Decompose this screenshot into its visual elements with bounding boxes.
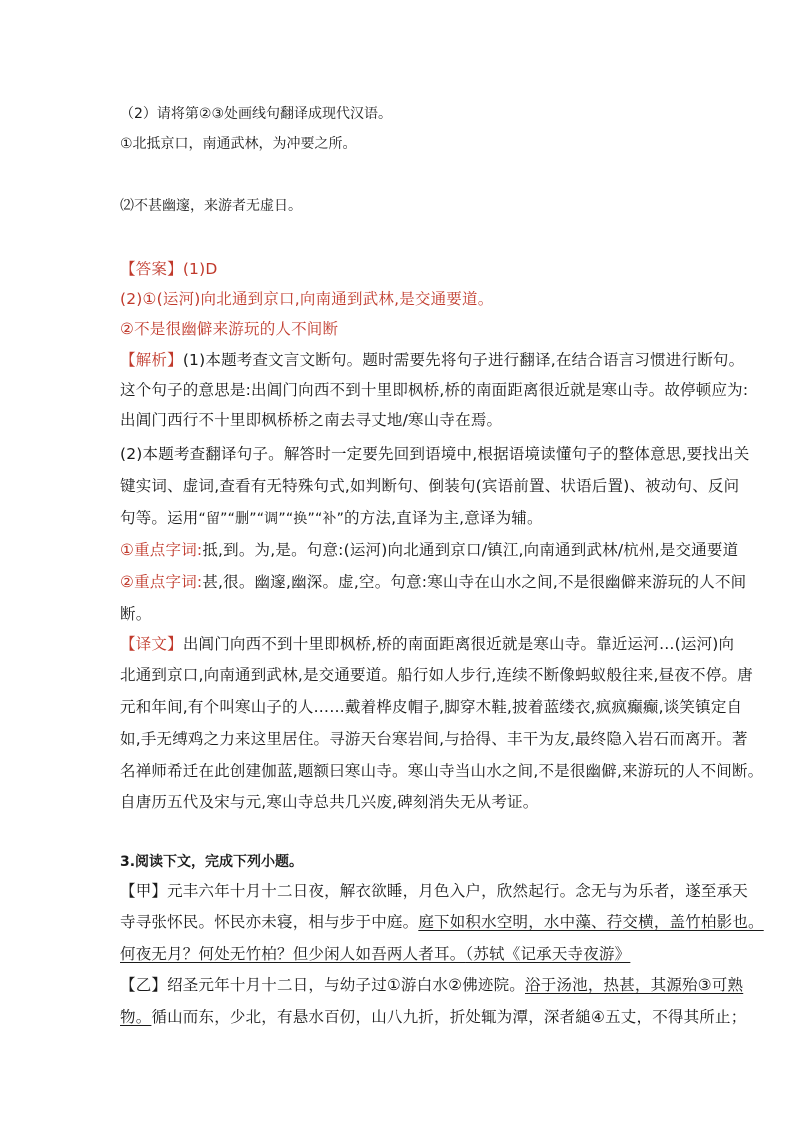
analysis-text-1: (1)本题考查文言文断句。题时需要先将句子进行翻译,在结合语言习惯进行断句。 xyxy=(182,351,745,369)
passage-jia-text-1: 元丰六年十月十二日夜，解衣欲睡，月色入户，欣然起行。念无与为乐者，遂至承天 xyxy=(167,882,749,900)
passage-jia-line-1 xyxy=(120,881,748,901)
passage-yi-text-2: 循山而东，少北，有悬水百仞，山八九折，折处辄为潭，深者縋④五丈，不得其所止； xyxy=(151,1008,747,1026)
passage-jia-text-2a: 寺寻张怀民。怀民亦未寝，相与步于中庭。 xyxy=(120,913,419,931)
passage-jia-line-2 xyxy=(120,912,764,932)
answer-tag: 【答案】 xyxy=(120,260,183,278)
translation-line-3: 元和年间,有个叫寒山子的人……戴着桦皮帽子,脚穿木鞋,披着蓝缕衣,疯疯癫癫,谈笑镇定自 xyxy=(120,698,743,716)
key-words-tag-2: ②重点字词: xyxy=(120,573,203,591)
passage-yi-tag: 【乙】 xyxy=(120,976,168,994)
passage-jia-line-3 xyxy=(120,944,630,964)
analysis-text-8: 甚,很。幽邃,幽深。虚,空。句意:寒山寺在山水之间,不是很幽僻来游玩的人不间 xyxy=(202,573,747,591)
passage-jia-source: （苏轼《记承天寺夜游》 xyxy=(465,945,631,963)
analysis-line-9: 断。 xyxy=(120,605,152,623)
analysis-line-5: 键实词、虚词,查看有无特殊句式,如判断句、倒装句(宾语前置、状语后置)、被动句、反问 xyxy=(120,477,740,495)
key-words-tag-1: ①重点字词: xyxy=(120,541,203,559)
question-3-title: 3.阅读下文，完成下列小题。 xyxy=(120,854,304,870)
translation-line-5: 名禅师希迁在此创建伽蓝,题额曰寒山寺。寒山寺当山水之间,不是很幽僻,来游玩的人不间断。 xyxy=(120,762,764,780)
translation-line-1 xyxy=(120,634,734,654)
analysis-line-3: 出阊门西行不十里即枫桥桥之南去寻丈地/寒山寺在焉。 xyxy=(120,411,503,429)
passage-yi-line-2 xyxy=(120,1007,746,1027)
underlined-sentence-3-end: 物。 xyxy=(120,1008,152,1026)
question-2-prompt: （2）请将第②③处画线句翻译成现代汉语。 xyxy=(120,106,393,122)
translation-tag: 【译文】 xyxy=(120,635,183,653)
translation-text-1: 出阊门向西不到十里即枫桥,桥的南面距离很近就是寒山寺。靠近运河…(运河)向 xyxy=(182,635,735,653)
analysis-line-6 xyxy=(120,508,543,529)
underlined-sentence-1: 庭下如积水空明，水中藻、荇交横，盖竹柏影也。 xyxy=(418,913,764,931)
question-2-item-1: ①北抵京口，南通武林，为冲要之所。 xyxy=(120,136,357,152)
underlined-sentence-3: 浴于汤池，热甚，其源殆③可熟 xyxy=(525,976,744,994)
underlined-sentence-2: 何夜无月？何处无竹柏？但少闲人如吾两人者耳。 xyxy=(120,945,466,963)
question-2-item-2: ⑵不甚幽邃，来游者无虚日。 xyxy=(120,198,302,214)
analysis-text-6a: 句等。运用 xyxy=(120,509,199,527)
analysis-text-6-quote: “留”“删”“调”“换”“补” xyxy=(198,511,345,527)
passage-jia-tag: 【甲】 xyxy=(120,882,168,900)
analysis-line-1 xyxy=(120,350,744,370)
answer-part-1: (1)D xyxy=(182,260,218,278)
passage-yi-line-1 xyxy=(120,975,743,995)
translation-line-6: 自唐历五代及宋与元,寒山寺总共几兴废,碑刻消失无从考证。 xyxy=(120,793,539,811)
translation-line-4: 如,手无缚鸡之力来这里居住。寻游天台寒岩间,与拾得、丰干为友,最终隐入岩石而离开。著 xyxy=(120,730,748,748)
analysis-text-6b: 的方法,直译为主,意译为辅。 xyxy=(344,509,543,527)
answer-line-1 xyxy=(120,259,218,279)
analysis-line-2: 这个句子的意思是:出阊门向西不到十里即枫桥,桥的南面距离很近就是寒山寺。故停顿应为: xyxy=(120,381,749,399)
analysis-tag: 【解析】 xyxy=(120,351,183,369)
passage-yi-text-1a: 绍圣元年十月十二日，与幼子过①游白水②佛迹院。 xyxy=(167,976,526,994)
analysis-line-7 xyxy=(120,540,738,560)
translation-line-2: 北通到京口,向南通到武林,是交通要道。船行如人步行,连续不断像蚂蚁般往来,昼夜不停。唐 xyxy=(120,666,753,684)
analysis-text-7: 抵,到。为,是。句意:(运河)向北通到京口/镇江,向南通到武林/杭州,是交通要道 xyxy=(202,541,739,559)
answer-line-2: (2)①(运河)向北通到京口,向南通到武林,是交通要道。 xyxy=(120,290,494,308)
answer-line-3: ②不是很幽僻来游玩的人不间断 xyxy=(120,320,339,338)
analysis-line-4: (2)本题考查翻译句子。解答时一定要先回到语境中,根据语境读懂句子的整体意思,要找出关 xyxy=(120,445,750,463)
analysis-line-8 xyxy=(120,572,746,592)
